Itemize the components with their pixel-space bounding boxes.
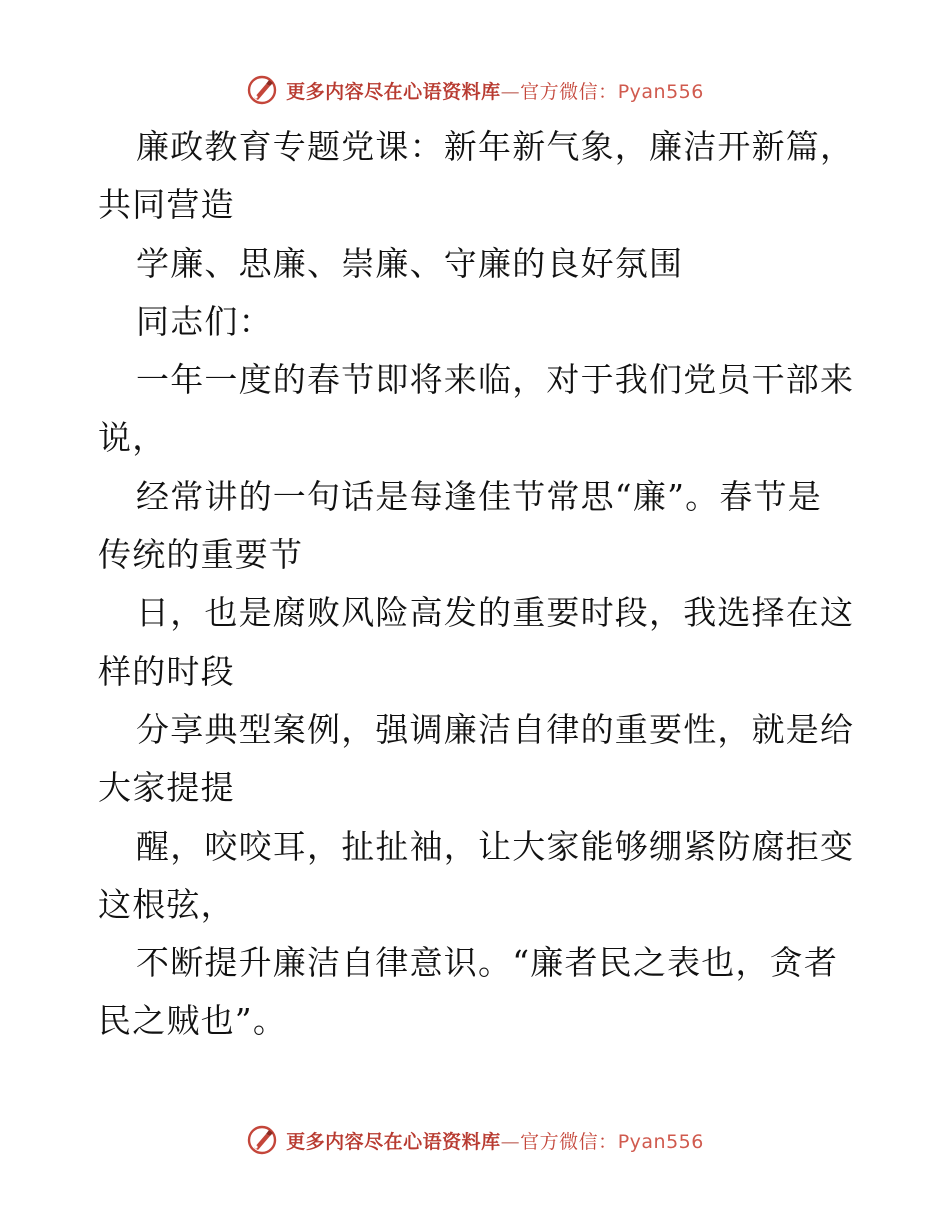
document-line: 传统的重要节 bbox=[98, 535, 304, 575]
header-watermark bbox=[0, 72, 950, 108]
document-line: 醒，咬咬耳，扯扯袖，让大家能够绷紧防腐拒变 bbox=[136, 826, 855, 866]
footer-watermark bbox=[0, 1122, 950, 1158]
watermark-id: Pyan556 bbox=[617, 1130, 704, 1153]
document-line: 同志们： bbox=[136, 301, 273, 341]
watermark-text bbox=[286, 77, 704, 104]
document-line: 共同营造 bbox=[98, 185, 235, 225]
watermark-official: 官方微信： bbox=[520, 1130, 618, 1153]
pen-logo-icon bbox=[246, 1124, 278, 1156]
document-line: 说， bbox=[98, 418, 167, 458]
document-line: 廉政教育专题党课：新年新气象，廉洁开新篇， bbox=[136, 127, 855, 166]
document-line: 日，也是腐败风险高发的重要时段，我选择在这 bbox=[136, 593, 855, 633]
document-line: 一年一度的春节即将来临，对于我们党员干部来 bbox=[136, 360, 855, 400]
watermark-official: 官方微信： bbox=[520, 80, 618, 103]
document-line: 分享典型案例，强调廉洁自律的重要性，就是给 bbox=[136, 709, 855, 749]
document-line: 民之贼也”。 bbox=[98, 1001, 288, 1041]
document-line: 这根弦， bbox=[98, 884, 235, 924]
watermark-text bbox=[286, 1127, 704, 1154]
document-line: 大家提提 bbox=[98, 768, 235, 808]
document-line: 经常讲的一句话是每逢佳节常思“廉”。春节是 bbox=[136, 476, 822, 516]
watermark-id: Pyan556 bbox=[617, 80, 704, 103]
document-line: 学廉、思廉、崇廉、守廉的良好氛围 bbox=[136, 243, 684, 283]
document-line: 样的时段 bbox=[98, 651, 235, 691]
pen-logo-icon bbox=[246, 74, 278, 106]
watermark-main: 更多内容尽在心语资料库 bbox=[286, 80, 501, 103]
watermark-separator: — bbox=[500, 1130, 521, 1153]
watermark-separator: — bbox=[500, 80, 521, 103]
document-line: 不断提升廉洁自律意识。“廉者民之表也，贪者 bbox=[136, 943, 839, 983]
watermark-main: 更多内容尽在心语资料库 bbox=[286, 1130, 501, 1153]
document-body bbox=[98, 118, 858, 1051]
